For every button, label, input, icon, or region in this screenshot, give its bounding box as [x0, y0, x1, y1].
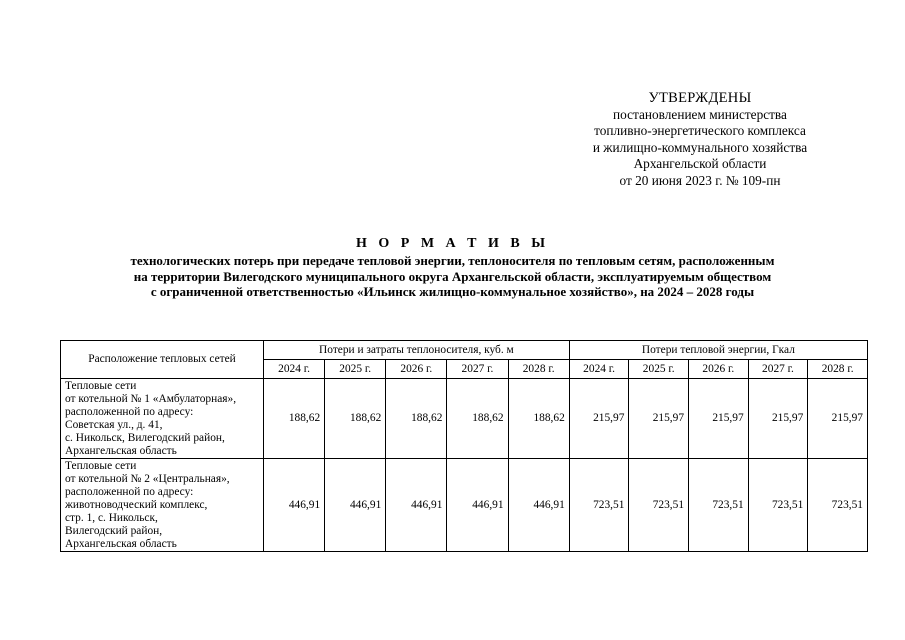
year-header: 2027 г. — [748, 360, 808, 379]
heat-value: 215,97 — [629, 379, 689, 459]
title-line: на территории Вилегодского муниципального округа Архангельской области, эксплуатируемым обществом — [133, 268, 772, 284]
title-main: Н О Р М А Т И В Ы — [356, 236, 549, 251]
document-title — [60, 236, 845, 300]
location-line: Архангельская область — [65, 538, 177, 550]
coolant-value: 188,62 — [264, 379, 325, 459]
coolant-value: 446,91 — [508, 459, 569, 552]
coolant-value: 446,91 — [264, 459, 325, 552]
table-row — [61, 459, 868, 552]
heat-value: 215,97 — [689, 379, 749, 459]
heat-value: 723,51 — [689, 459, 749, 552]
location-line: Тепловые сети — [65, 460, 137, 472]
location-line: Вилегодский район, — [65, 525, 163, 537]
year-header: 2025 г. — [325, 360, 386, 379]
heat-value: 723,51 — [629, 459, 689, 552]
year-header: 2028 г. — [508, 360, 569, 379]
location-line: Архангельская область — [65, 445, 177, 457]
location-cell — [61, 379, 264, 459]
year-header: 2024 г. — [264, 360, 325, 379]
approval-line: постановлением министерства — [613, 106, 787, 122]
year-header: 2025 г. — [629, 360, 689, 379]
coolant-value: 188,62 — [386, 379, 447, 459]
year-header: 2028 г. — [808, 360, 868, 379]
location-line: с. Никольск, Вилегодский район, — [65, 432, 225, 444]
heat-value: 723,51 — [748, 459, 808, 552]
approval-head: УТВЕРЖДЕНЫ — [648, 90, 752, 106]
location-header: Расположение тепловых сетей — [61, 341, 264, 379]
location-line: расположенной по адресу: — [65, 486, 194, 498]
year-header: 2027 г. — [447, 360, 508, 379]
approval-line: и жилищно-коммунального хозяйства — [592, 139, 808, 155]
coolant-value: 188,62 — [508, 379, 569, 459]
approval-line: топливно-энергетического комплекса — [594, 123, 806, 138]
norms-table — [60, 340, 868, 552]
approval-line: от 20 июня 2023 г. № 109-пн — [619, 172, 781, 188]
coolant-group-header: Потери и затраты теплоносителя, куб. м — [264, 341, 570, 360]
title-line: с ограниченной ответственностью «Ильинск жилищно-коммунальное хозяйство», на 2024 – 2028 годы — [150, 284, 755, 300]
year-header: 2026 г. — [689, 360, 749, 379]
location-line: от котельной № 2 «Центральная», — [65, 473, 230, 485]
year-header: 2026 г. — [386, 360, 447, 379]
coolant-value: 188,62 — [447, 379, 508, 459]
heat-value: 215,97 — [569, 379, 629, 459]
heat-group-header: Потери тепловой энергии, Гкал — [569, 341, 867, 360]
location-line: расположенной по адресу: — [65, 406, 194, 418]
location-line: стр. 1, с. Никольск, — [65, 512, 158, 524]
location-line: Советская ул., д. 41, — [65, 419, 163, 431]
heat-value: 215,97 — [748, 379, 808, 459]
coolant-value: 446,91 — [447, 459, 508, 552]
coolant-value: 446,91 — [386, 459, 447, 552]
approval-block — [560, 90, 840, 189]
location-cell — [61, 459, 264, 552]
coolant-value: 188,62 — [325, 379, 386, 459]
coolant-value: 446,91 — [325, 459, 386, 552]
approval-line: Архангельской области — [633, 156, 767, 171]
heat-value: 723,51 — [808, 459, 868, 552]
title-line: технологических потерь при передаче тепловой энергии, теплоносителя по тепловым сетям, расположенным — [130, 252, 775, 268]
location-line: животноводческий комплекс, — [65, 499, 208, 511]
table-row — [61, 379, 868, 459]
year-header: 2024 г. — [569, 360, 629, 379]
location-line: от котельной № 1 «Амбулаторная», — [65, 393, 237, 405]
heat-value: 723,51 — [569, 459, 629, 552]
heat-value: 215,97 — [808, 379, 868, 459]
location-line: Тепловые сети — [65, 380, 137, 392]
